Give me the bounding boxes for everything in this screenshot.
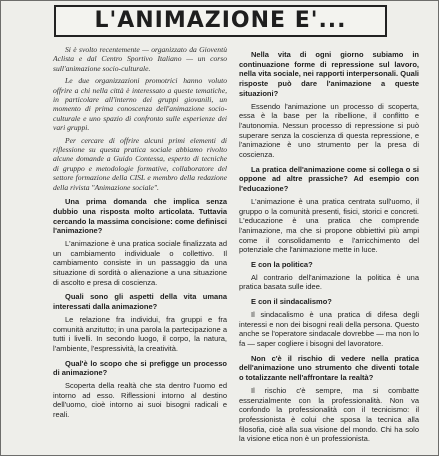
question-paragraph: Qual'è lo scopo che si prefigge un processo di animazione? <box>53 358 227 378</box>
answer-paragraph: Scoperta della realtà che sta dentro l'uomo ed intorno ad esso. Riflessioni intorno al destino dell'uomo, cioè intorno ai suoi bisogni radicali e reali. <box>53 381 227 420</box>
title-box <box>54 5 387 37</box>
answer-paragraph: Il rischio c'è sempre, ma si combatte essenzialmente con la professionalità. Non va confondo la professionalità con il tecnicismo: il professionista è colui che sposa la tecnica alla filosofia, cioè alla sua visione del mondo. Chi ha solo la visione etica non è un professionista. <box>239 385 419 444</box>
question-paragraph: Quali sono gli aspetti della vita umana interessati dalla animazione? <box>53 292 227 312</box>
article-title: L'ANIMAZIONE E'... <box>94 8 347 33</box>
question-paragraph: E con il sindacalismo? <box>251 297 332 307</box>
answer-paragraph: Le relazione fra individui, fra gruppi e fra comunità anzitutto; in una parola la partecipazione a tutti i livelli. In secondo luogo, il corpo, la natura, l'ambiente, l'espressività, la creatività. <box>53 314 227 353</box>
intro-paragraph: Per cercare di offrire alcuni primi elementi di riflessione su questa pratica sociale abbiamo rivolto alcune domande a Guido Contessa, esperto di tecniche di gruppo e metodologie formative, collaboratore del settore formazione della CISL e membro della redazione della rivista "Animazione sociale". <box>53 135 227 192</box>
question-paragraph: Nella vita di ogni giorno subiamo in continuazione forme di repressione sul lavoro, nella vita sociale, nei rapporti interpersonali. Quali risposte può dare l'animazione a queste situazioni? <box>239 50 419 98</box>
intro-paragraph: Si è svolto recentemente — organizzato da Gioventù Aclista e dal Centro Sportivo Italiano — un corso sull'animazione socio-culturale. <box>53 45 227 73</box>
left-column <box>53 45 227 423</box>
answer-paragraph: L'animazione è una pratica centrata sull'uomo, il gruppo o la comunità presenti, fisici, storici e concreti. L'educazione è una pratica che comprende l'animazione, ma che si propone obbiettivi più ampi come il consolidamento e l'arricchimento del potenziale che l'animazione mette in luce. <box>239 196 419 255</box>
question-paragraph: Una prima domanda che implica senza dubbio una risposta molto articolata. Tuttavia cercando la massima concisione: come definisci l'animazione? <box>53 197 227 236</box>
question-paragraph: La pratica dell'animazione come si collega o si oppone ad altre prassiche? Ad esempio con l'educazione? <box>239 164 419 194</box>
answer-paragraph: Il sindacalismo è una pratica di difesa degli interessi e non dei bisogni reali della persona. Questo anche se l'operatore sindacale dovrebbe — ma non lo fa — saper cogliere i bisogni del lavoratore. <box>239 309 419 348</box>
right-column <box>239 45 419 447</box>
answer-paragraph: L'animazione è una pratica sociale finalizzata ad un cambiamento individuale o collettivo. Il cambiamento consiste in un passaggio da una situazione di sordità o alienazione a una situazione di ascolto e presa di coscienza. <box>53 238 227 287</box>
question-paragraph: E con la politica? <box>251 260 313 270</box>
answer-paragraph: Essendo l'animazione un processo di scoperta, essa è la base per la ribellione, il conflitto e l'autonomia. Nessun processo di repressione si può superare senza la coscienza di questa repressione, e l'animazione è uno strumento per la presa di coscienza. <box>239 101 419 160</box>
question-paragraph: Non c'è il rischio di vedere nella pratica dell'animazione uno strumento che diventi totale o totalizzante nell'affrontare la realtà? <box>239 353 419 383</box>
intro-paragraph: Le due organizzazioni promotrici hanno voluto offrire a chi nella città è interessato a queste tematiche, in particolare all'interno dei gruppi giovanili, un momento di prima conoscenza dell'animazione socio-culturale e uno spazio di confronto sulle esperienze dei vari gruppi. <box>53 76 227 133</box>
answer-paragraph: Al contrario dell'animazione la politica è una pratica basata sulle idee. <box>239 272 419 292</box>
